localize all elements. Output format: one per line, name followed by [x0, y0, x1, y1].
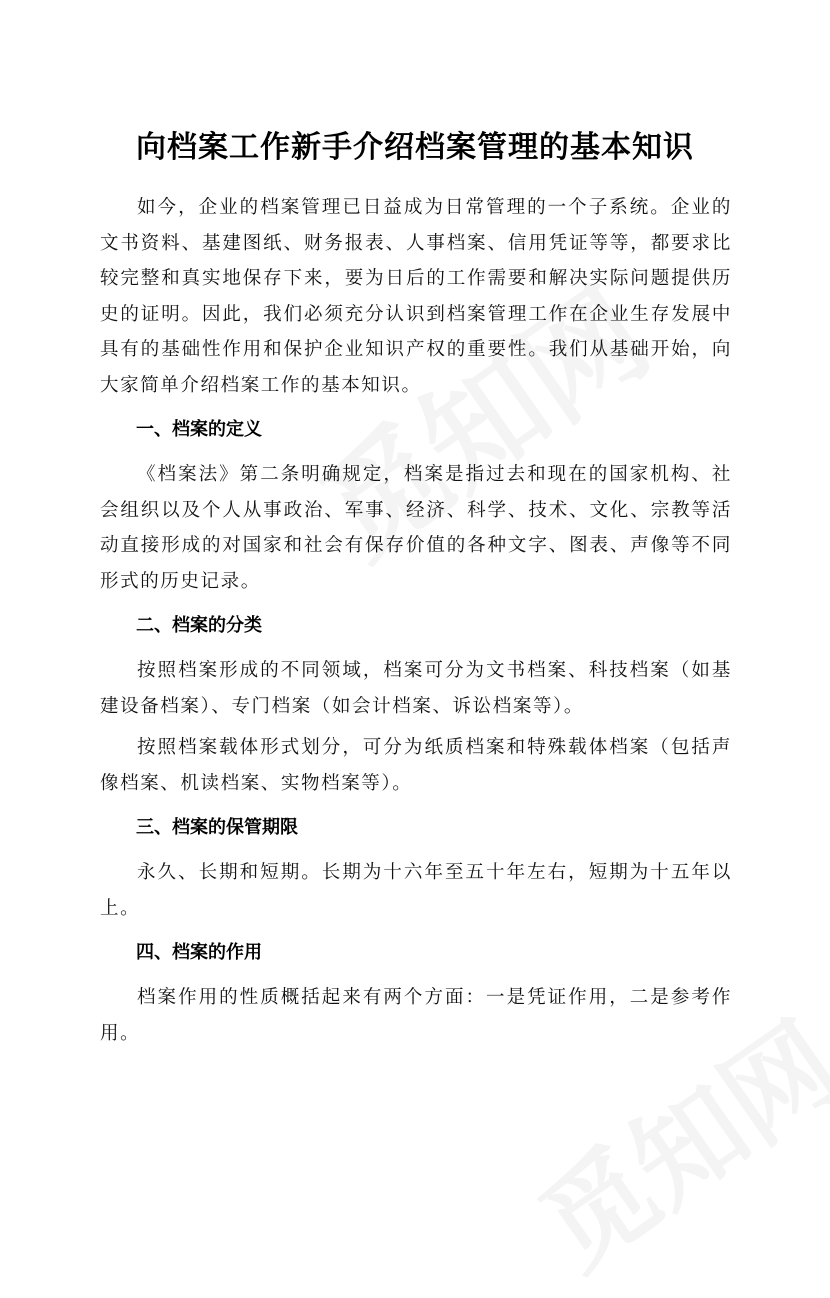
- document-body: [100, 190, 732, 1051]
- classification-paragraph-2: 按照档案载体形式划分，可分为纸质档案和特殊载体档案（包括声像档案、机读档案、实物档案等）。: [100, 737, 732, 794]
- classification-paragraph-1: 按照档案形成的不同领域，档案可分为文书档案、科技档案（如基建设备档案）、专门档案（如会计档案、诉讼档案等）。: [100, 660, 732, 717]
- document-title: 向档案工作新手介绍档案管理的基本知识: [136, 130, 694, 166]
- function-paragraph: 档案作用的性质概括起来有两个方面：一是凭证作用，二是参考作用。: [100, 987, 732, 1044]
- section-heading-retention: 三、档案的保管期限: [136, 817, 298, 838]
- section-heading-classification: 二、档案的分类: [136, 615, 262, 636]
- section-heading-definition: 一、档案的定义: [136, 419, 262, 440]
- definition-paragraph: 《档案法》第二条明确规定，档案是指过去和现在的国家机构、社会组织以及个人从事政治、军事、经济、科学、技术、文化、宗教等活动直接形成的对国家和社会有保存价值的各种文字、图表、声像等不同形式的历史记录。: [100, 464, 732, 592]
- section-heading-function: 四、档案的作用: [136, 942, 262, 963]
- intro-paragraph: 如今，企业的档案管理已日益成为日常管理的一个子系统。企业的文书资料、基建图纸、财务报表、人事档案、信用凭证等等，都要求比较完整和真实地保存下来，要为日后的工作需要和解决实际问题提供历史的证明。因此，我们必须充分认识到档案管理工作在企业生存发展中具有的基础性作用和保护企业知识产权的重要性。我们从基础开始，向大家简单介绍档案工作的基本知识。: [100, 197, 732, 396]
- retention-paragraph: 永久、长期和短期。长期为十六年至五十年左右，短期为十五年以上。: [100, 862, 732, 919]
